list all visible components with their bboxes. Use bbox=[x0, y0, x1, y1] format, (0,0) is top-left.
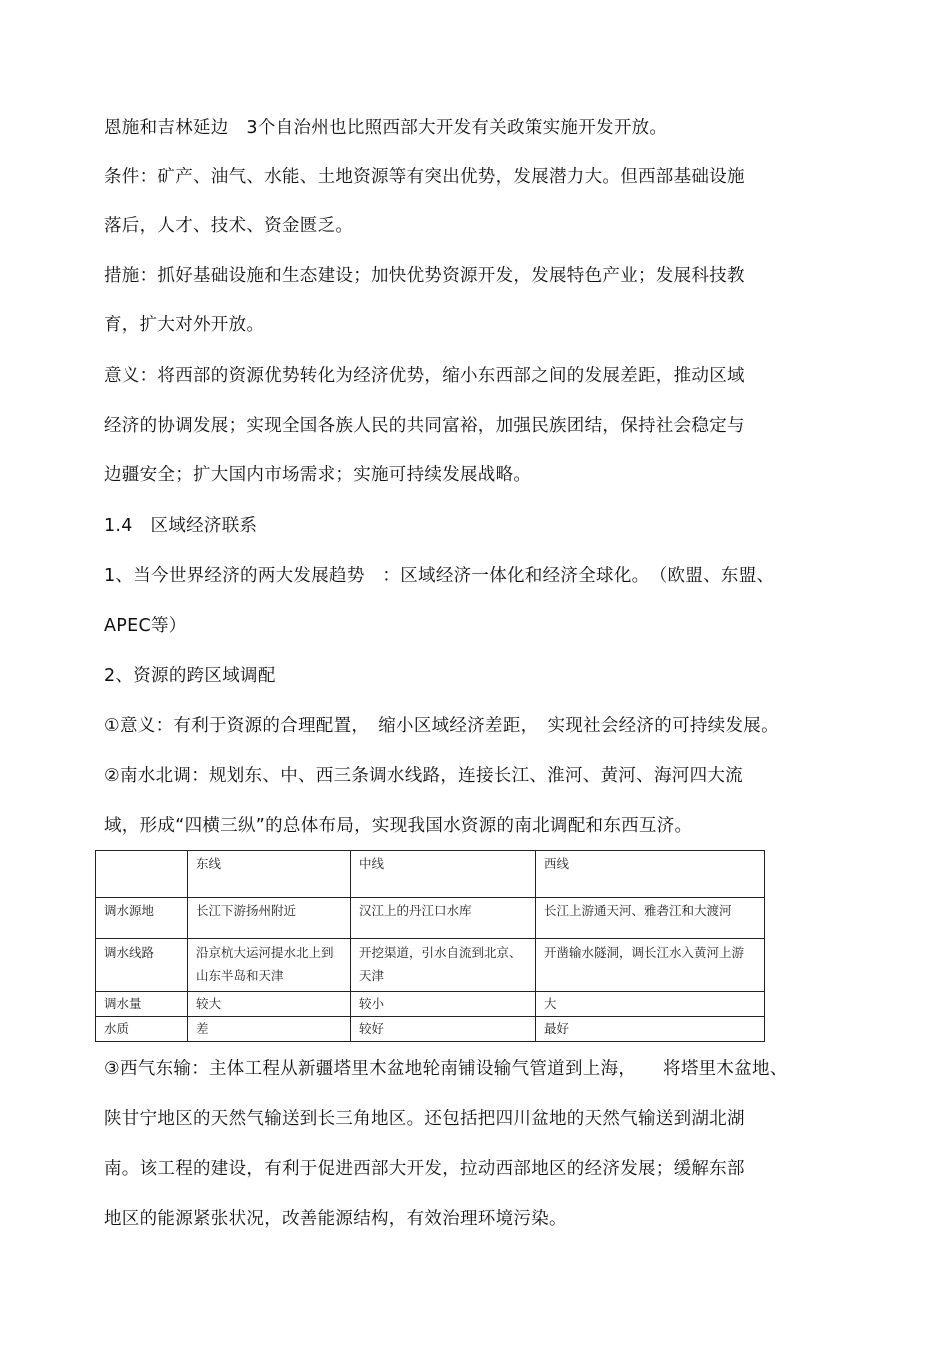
table-cell: 水质 bbox=[96, 1017, 188, 1042]
table-cell: 大 bbox=[536, 992, 765, 1017]
text-line-10: 1、当今世界经济的两大发展趋势 ：区域经济一体化和经济全球化。 （欧盟、东盟、 bbox=[104, 566, 775, 586]
text-line-18: 南。该工程的建设，有利于促进西部大开发，拉动西部地区的经济发展；缓解东部 bbox=[104, 1159, 745, 1179]
table-row bbox=[96, 1017, 765, 1042]
table-cell: 长江下游扬州附近 bbox=[188, 898, 351, 939]
table-cell: 调水线路 bbox=[96, 939, 188, 992]
table-cell: 开挖渠道，引水自流到北京、天津 bbox=[351, 939, 536, 992]
text-line-2: 条件：矿产、油气、水能、土地资源等有突出优势，发展潜力大。但西部基础设施 bbox=[104, 167, 745, 187]
text-line-14: ②南水北调：规划东、中、西三条调水线路，连接长江、淮河、黄河、海河四大流 bbox=[104, 766, 743, 786]
text-line-13: ①意义：有利于资源的合理配置， 缩小区域经济差距， 实现社会经济的可持续发展。 bbox=[104, 716, 779, 736]
table-row bbox=[96, 939, 765, 992]
water-transfer-table bbox=[95, 850, 765, 1042]
text-line-19: 地区的能源紧张状况，改善能源结构，有效治理环境污染。 bbox=[104, 1209, 567, 1229]
text-line-17: 陕甘宁地区的天然气输送到长三角地区。还包括把四川盆地的天然气输送到湖北湖 bbox=[104, 1109, 745, 1129]
table-header-cell: 东线 bbox=[188, 851, 351, 898]
text-line-5: 育，扩大对外开放。 bbox=[104, 315, 265, 335]
table-cell: 汉江上的丹江口水库 bbox=[351, 898, 536, 939]
table-row bbox=[96, 898, 765, 939]
text-line-16: ③西气东输：主体工程从新疆塔里木盆地轮南铺设输气管道到上海， 将塔里木盆地、 bbox=[104, 1059, 788, 1079]
table-cell: 较好 bbox=[351, 1017, 536, 1042]
text-line-6: 意义：将西部的资源优势转化为经济优势，缩小东西部之间的发展差距，推动区域 bbox=[104, 366, 745, 386]
table-cell: 开凿输水隧洞，调长江水入黄河上游 bbox=[536, 939, 765, 992]
table-cell: 调水源地 bbox=[96, 898, 188, 939]
text-line-15: 域，形成“四横三纵”的总体布局，实现我国水资源的南北调配和东西互济。 bbox=[104, 816, 693, 836]
table-cell: 最好 bbox=[536, 1017, 765, 1042]
text-line-12: 2、资源的跨区域调配 bbox=[104, 666, 276, 686]
table-header-cell bbox=[96, 851, 188, 898]
table-header-cell: 中线 bbox=[351, 851, 536, 898]
text-line-4: 措施：抓好基础设施和生态建设；加快优势资源开发，发展特色产业；发展科技教 bbox=[104, 266, 745, 286]
text-line-3: 落后，人才、技术、资金匮乏。 bbox=[104, 216, 354, 236]
table-cell: 差 bbox=[188, 1017, 351, 1042]
table-cell: 较大 bbox=[188, 992, 351, 1017]
table-cell: 调水量 bbox=[96, 992, 188, 1017]
table-cell: 较小 bbox=[351, 992, 536, 1017]
text-line-8: 边疆安全；扩大国内市场需求；实施可持续发展战略。 bbox=[104, 465, 532, 485]
table-cell: 沿京杭大运河提水北上到山东半岛和天津 bbox=[188, 939, 351, 992]
table-cell: 长江上游通天河、雅砻江和大渡河 bbox=[536, 898, 765, 939]
section-heading: 1.4 区域经济联系 bbox=[104, 516, 258, 536]
table-row bbox=[96, 992, 765, 1017]
table-header-row bbox=[96, 851, 765, 898]
text-line-11: APEC等） bbox=[104, 616, 187, 636]
text-line-7: 经济的协调发展；实现全国各族人民的共同富裕，加强民族团结，保持社会稳定与 bbox=[104, 416, 745, 436]
text-line-1: 恩施和吉林延边 3个自治州也比照西部大开发有关政策实施开发开放。 bbox=[104, 118, 668, 138]
table-header-cell: 西线 bbox=[536, 851, 765, 898]
